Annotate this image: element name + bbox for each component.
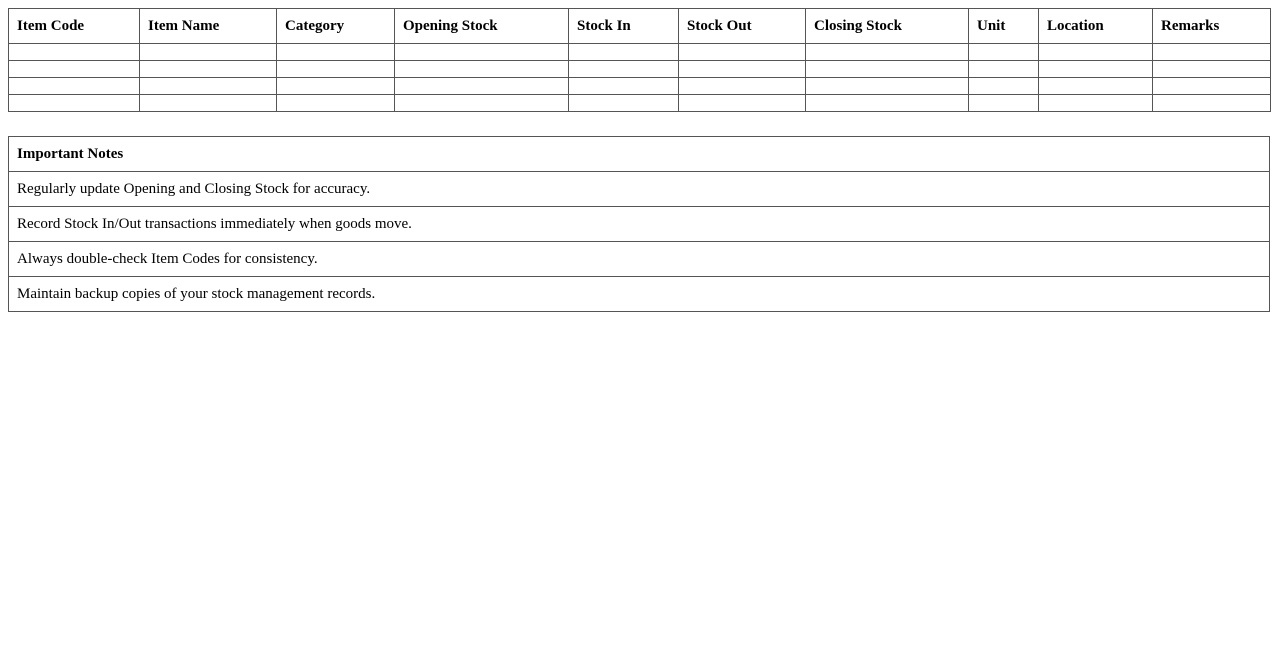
table-cell[interactable] (1039, 95, 1153, 112)
note-item: Maintain backup copies of your stock management records. (9, 277, 1270, 312)
column-header-location: Location (1039, 9, 1153, 44)
table-cell[interactable] (969, 44, 1039, 61)
table-header-row (9, 9, 1271, 44)
table-row (9, 44, 1271, 61)
table-cell[interactable] (9, 95, 140, 112)
table-cell[interactable] (395, 78, 569, 95)
table-cell[interactable] (969, 61, 1039, 78)
table-cell[interactable] (395, 44, 569, 61)
table-cell[interactable] (969, 95, 1039, 112)
table-cell[interactable] (1153, 95, 1271, 112)
table-cell[interactable] (679, 95, 806, 112)
table-cell[interactable] (277, 78, 395, 95)
note-row (9, 172, 1270, 207)
table-cell[interactable] (1153, 78, 1271, 95)
notes-title: Important Notes (9, 137, 1270, 172)
table-cell[interactable] (1039, 78, 1153, 95)
table-cell[interactable] (9, 61, 140, 78)
table-cell[interactable] (1039, 44, 1153, 61)
note-row (9, 242, 1270, 277)
table-cell[interactable] (806, 95, 969, 112)
page (0, 0, 1278, 312)
notes-table (8, 136, 1270, 312)
table-cell[interactable] (679, 61, 806, 78)
table-cell[interactable] (9, 44, 140, 61)
table-cell[interactable] (1153, 44, 1271, 61)
column-header-stock-in: Stock In (569, 9, 679, 44)
column-header-opening-stock: Opening Stock (395, 9, 569, 44)
table-cell[interactable] (395, 61, 569, 78)
table-cell[interactable] (277, 44, 395, 61)
note-row (9, 207, 1270, 242)
table-cell[interactable] (806, 44, 969, 61)
note-row (9, 277, 1270, 312)
table-cell[interactable] (569, 95, 679, 112)
table-row (9, 95, 1271, 112)
column-header-unit: Unit (969, 9, 1039, 44)
column-header-closing-stock: Closing Stock (806, 9, 969, 44)
table-cell[interactable] (140, 61, 277, 78)
note-item: Regularly update Opening and Closing Stock for accuracy. (9, 172, 1270, 207)
column-header-item-name: Item Name (140, 9, 277, 44)
column-header-category: Category (277, 9, 395, 44)
table-cell[interactable] (9, 78, 140, 95)
table-row (9, 78, 1271, 95)
table-cell[interactable] (569, 44, 679, 61)
notes-title-row (9, 137, 1270, 172)
table-cell[interactable] (569, 78, 679, 95)
column-header-item-code: Item Code (9, 9, 140, 44)
column-header-remarks: Remarks (1153, 9, 1271, 44)
table-cell[interactable] (1153, 61, 1271, 78)
note-item: Always double-check Item Codes for consistency. (9, 242, 1270, 277)
table-cell[interactable] (140, 44, 277, 61)
table-cell[interactable] (1039, 61, 1153, 78)
table-cell[interactable] (395, 95, 569, 112)
table-cell[interactable] (969, 78, 1039, 95)
table-cell[interactable] (679, 44, 806, 61)
table-cell[interactable] (806, 61, 969, 78)
table-cell[interactable] (277, 61, 395, 78)
column-header-stock-out: Stock Out (679, 9, 806, 44)
stock-table (8, 8, 1271, 112)
table-cell[interactable] (806, 78, 969, 95)
table-cell[interactable] (679, 78, 806, 95)
table-row (9, 61, 1271, 78)
table-cell[interactable] (140, 95, 277, 112)
table-cell[interactable] (277, 95, 395, 112)
table-cell[interactable] (569, 61, 679, 78)
table-cell[interactable] (140, 78, 277, 95)
note-item: Record Stock In/Out transactions immediately when goods move. (9, 207, 1270, 242)
